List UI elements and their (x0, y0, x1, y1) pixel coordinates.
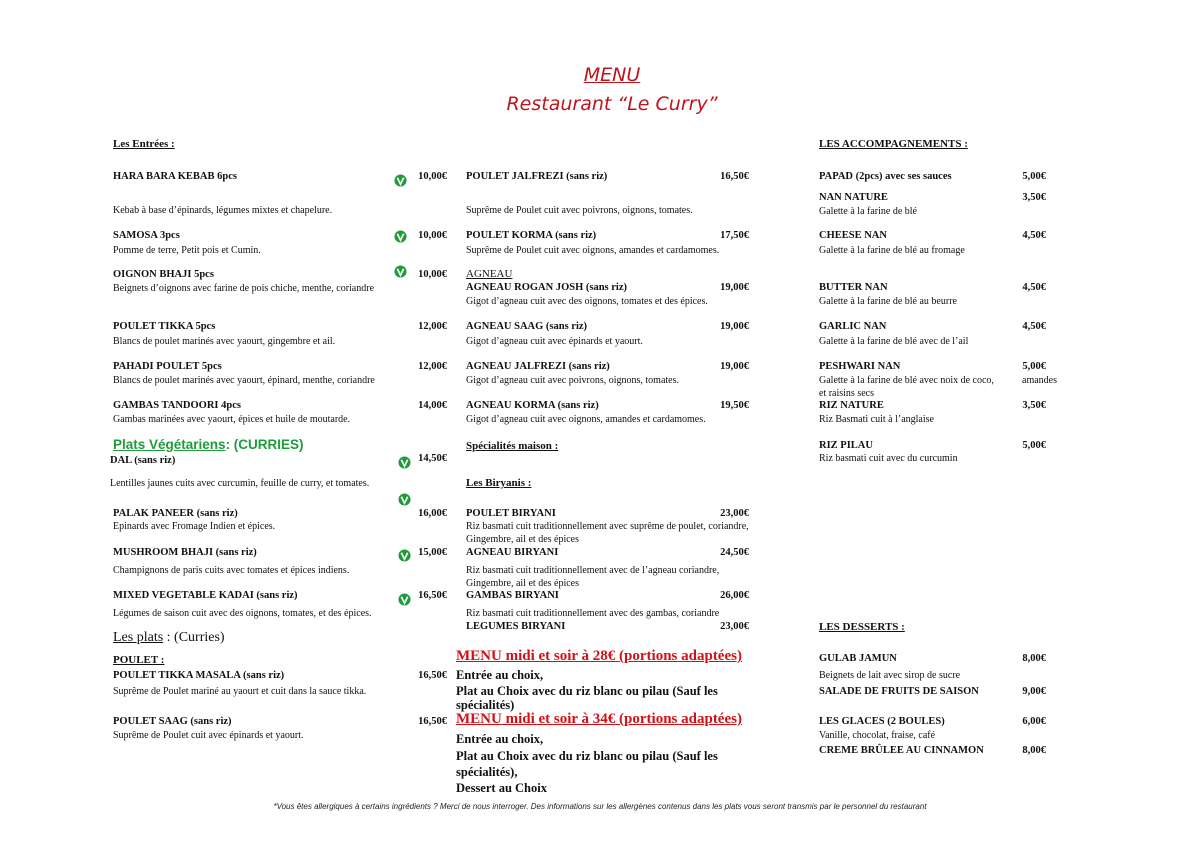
vegetarian-v-badge-icon (398, 593, 411, 606)
side-desc: Galette à la farine de blé au fromage (819, 245, 965, 256)
vegetarian-heading-suffix: : (CURRIES) (225, 437, 304, 452)
plat-desc: Suprême de Poulet mariné au yaourt et cuit dans la sauce tikka. (113, 686, 367, 697)
dessert-name: GULAB JAMUN (819, 653, 897, 664)
entree-price: 10,00€ (418, 171, 447, 182)
agneau-heading: AGNEAU (466, 268, 513, 280)
menu-28-line: Plat au Choix avec du riz blanc ou pilau (Sauf les (456, 684, 718, 698)
accompagnements-heading: LES ACCOMPAGNEMENTS : (819, 138, 968, 150)
plat-price: 17,50€ (720, 230, 749, 241)
agneau-name: AGNEAU JALFREZI (sans riz) (466, 361, 610, 372)
dessert-desc: Beignets de lait avec sirop de sucre (819, 670, 961, 681)
desserts-heading: LES DESSERTS : (819, 621, 905, 633)
agneau-name: AGNEAU SAAG (sans riz) (466, 321, 588, 332)
veg-dish-name: MIXED VEGETABLE KADAI (sans riz) (113, 590, 298, 601)
dessert-desc: Vanille, chocolat, fraise, café (819, 730, 936, 741)
side-desc: Galette à la farine de blé avec de l’ail (819, 336, 969, 347)
entree-desc: Gambas marinées avec yaourt, épices et huile de moutarde. (113, 414, 351, 425)
veg-dish-price: 16,00€ (418, 508, 447, 519)
biryani-price: 26,00€ (720, 590, 749, 601)
plats-heading (113, 630, 225, 646)
plat-name: POULET KORMA (sans riz) (466, 230, 597, 241)
biryani-desc: Riz basmati cuit traditionnellement avec des gambas, coriandre (466, 608, 720, 619)
dessert-price: 9,00€ (1022, 686, 1046, 697)
agneau-price: 19,00€ (720, 321, 749, 332)
veg-dish-desc: Champignons de paris cuits avec tomates et épices indiens. (113, 565, 350, 576)
dessert-name: LES GLACES (2 BOULES) (819, 716, 945, 727)
side-price: 4,50€ (1022, 321, 1046, 332)
side-name: RIZ PILAU (819, 440, 873, 451)
entree-price: 12,00€ (418, 361, 447, 372)
menu-34-line: Plat au Choix avec du riz blanc ou pilau (Sauf les (456, 749, 718, 763)
plats-heading-label: Les plats (113, 630, 164, 645)
entree-name: GAMBAS TANDOORI 4pcs (113, 400, 241, 411)
side-price: 4,50€ (1022, 282, 1046, 293)
agneau-name: AGNEAU ROGAN JOSH (sans riz) (466, 282, 628, 293)
side-desc: Galette à la farine de blé au beurre (819, 296, 957, 307)
side-price: 5,00€ (1022, 361, 1046, 372)
plat-price: 16,50€ (720, 171, 749, 182)
entree-name: PAHADI POULET 5pcs (113, 361, 222, 372)
side-desc: Riz Basmati cuit à l’anglaise (819, 414, 934, 425)
entree-name: POULET TIKKA 5pcs (113, 321, 216, 332)
agneau-name: AGNEAU KORMA (sans riz) (466, 400, 599, 411)
side-name: GARLIC NAN (819, 321, 887, 332)
dessert-price: 8,00€ (1022, 745, 1046, 756)
agneau-desc: Gigot d’agneau cuit avec poivrons, oignons, tomates. (466, 375, 680, 386)
agneau-price: 19,00€ (720, 361, 749, 372)
biryani-price: 24,50€ (720, 547, 749, 558)
entree-name: OIGNON BHAJI 5pcs (113, 269, 214, 280)
entrees-heading: Les Entrées : (113, 138, 175, 150)
plat-name: POULET JALFREZI (sans riz) (466, 171, 608, 182)
side-price: 4,50€ (1022, 230, 1046, 241)
plat-desc: Suprême de Poulet cuit avec oignons, amandes et cardamomes. (466, 245, 720, 256)
veg-dish-price: 14,50€ (418, 453, 447, 464)
poulet-heading: POULET : (113, 654, 165, 666)
dessert-price: 8,00€ (1022, 653, 1046, 664)
biryani-name: POULET BIRYANI (466, 508, 556, 519)
biryani-desc: Gingembre, ail et des épices (466, 534, 580, 545)
entree-desc: Kebab à base d’épinards, légumes mixtes et chapelure. (113, 205, 333, 216)
side-price: 3,50€ (1022, 192, 1046, 203)
vegetarian-heading-label: Plats Végétariens (113, 437, 226, 452)
veg-dish-name: DAL (sans riz) (110, 455, 176, 466)
vegetarian-v-badge-icon (394, 265, 407, 278)
vegetarian-v-badge-icon (398, 549, 411, 562)
plat-desc: Suprême de Poulet cuit avec épinards et yaourt. (113, 730, 304, 741)
vegetarian-heading (113, 437, 304, 452)
veg-dish-desc: Epinards avec Fromage Indien et épices. (113, 521, 276, 532)
entree-price: 10,00€ (418, 230, 447, 241)
side-price: 5,00€ (1022, 440, 1046, 451)
plat-price: 16,50€ (418, 670, 447, 681)
dessert-price: 6,00€ (1022, 716, 1046, 727)
veg-dish-desc: Lentilles jaunes cuits avec curcumin, feuille de curry, et tomates. (110, 478, 370, 489)
vegetarian-v-badge-icon (394, 230, 407, 243)
veg-dish-price: 15,00€ (418, 547, 447, 558)
side-desc: Galette à la farine de blé (819, 206, 917, 217)
side-name: BUTTER NAN (819, 282, 888, 293)
entree-price: 10,00€ (418, 269, 447, 280)
plat-name: POULET TIKKA MASALA (sans riz) (113, 670, 285, 681)
biryani-price: 23,00€ (720, 621, 749, 632)
specialites-heading: Spécialités maison : (466, 440, 559, 452)
entree-price: 14,00€ (418, 400, 447, 411)
menu-34-title: MENU midi et soir à 34€ (portions adaptées) (456, 711, 742, 727)
dessert-name: CREME BRÛLEE AU CINNAMON (819, 745, 984, 756)
side-name: PAPAD (2pcs) avec ses sauces (819, 171, 952, 182)
side-desc: et raisins secs (819, 388, 874, 399)
menu-34-line: spécialités), (456, 765, 518, 779)
vegetarian-v-badge-icon (398, 493, 411, 506)
menu-28-line: spécialités) (456, 698, 515, 712)
vegetarian-v-badge-icon (394, 174, 407, 187)
biryani-name: GAMBAS BIRYANI (466, 590, 559, 601)
vegetarian-v-badge-icon (398, 456, 411, 469)
biryani-name: LEGUMES BIRYANI (466, 621, 566, 632)
restaurant-name: Restaurant “Le Curry” (506, 93, 718, 115)
side-name: RIZ NATURE (819, 400, 884, 411)
side-name: CHEESE NAN (819, 230, 887, 241)
biryani-price: 23,00€ (720, 508, 749, 519)
side-desc: Riz basmati cuit avec du curcumin (819, 453, 958, 464)
side-price: 5,00€ (1022, 171, 1046, 182)
entree-name: SAMOSA 3pcs (113, 230, 180, 241)
plat-desc: Suprême de Poulet cuit avec poivrons, oignons, tomates. (466, 205, 693, 216)
entree-desc: Beignets d’oignons avec farine de pois chiche, menthe, coriandre (113, 283, 375, 294)
agneau-price: 19,00€ (720, 282, 749, 293)
side-desc: Galette à la farine de blé avec noix de coco, (819, 375, 994, 386)
entree-price: 12,00€ (418, 321, 447, 332)
biryani-desc: Riz basmati cuit traditionnellement avec de l’agneau coriandre, (466, 565, 720, 576)
entree-desc: Pomme de terre, Petit pois et Cumin. (113, 245, 261, 256)
side-desc: amandes (1022, 375, 1057, 386)
menu-34-line: Entrée au choix, (456, 732, 544, 746)
plats-heading-suffix: : (Curries) (163, 630, 225, 645)
biryanis-heading: Les Biryanis : (466, 477, 532, 489)
agneau-desc: Gigot d’agneau cuit avec oignons, amandes et cardamomes. (466, 414, 706, 425)
agneau-desc: Gigot d’agneau cuit avec des oignons, tomates et des épices. (466, 296, 708, 307)
menu-28-line: Entrée au choix, (456, 668, 544, 682)
side-price: 3,50€ (1022, 400, 1046, 411)
plat-name: POULET SAAG (sans riz) (113, 716, 232, 727)
entree-desc: Blancs de poulet marinés avec yaourt, gingembre et ail. (113, 336, 336, 347)
plat-price: 16,50€ (418, 716, 447, 727)
veg-dish-desc: Légumes de saison cuit avec des oignons, tomates, et des épices. (113, 608, 372, 619)
veg-dish-price: 16,50€ (418, 590, 447, 601)
entree-desc: Blancs de poulet marinés avec yaourt, épinard, menthe, coriandre (113, 375, 375, 386)
menu-28-title: MENU midi et soir à 28€ (portions adaptées) (456, 648, 742, 664)
side-name: PESHWARI NAN (819, 361, 901, 372)
menu-34-line: Dessert au Choix (456, 781, 547, 795)
veg-dish-name: PALAK PANEER (sans riz) (113, 508, 238, 519)
veg-dish-name: MUSHROOM BHAJI (sans riz) (113, 547, 257, 558)
biryani-desc: Riz basmati cuit traditionnellement avec suprême de poulet, coriandre, (466, 521, 749, 532)
menu-title: MENU (583, 64, 641, 86)
agneau-price: 19,50€ (720, 400, 749, 411)
agneau-desc: Gigot d’agneau cuit avec épinards et yaourt. (466, 336, 643, 347)
entree-name: HARA BARA KEBAB 6pcs (113, 171, 237, 182)
side-name: NAN NATURE (819, 192, 888, 203)
biryani-desc: Gingembre, ail et des épices (466, 578, 580, 589)
dessert-name: SALADE DE FRUITS DE SAISON (819, 686, 979, 697)
allergen-footnote: *Vous êtes allergiques à certains ingrédients ? Merci de nous interroger. Des informations sur les allergènes contenus dans les plats vous seront transmis par le personnel du restaurant (273, 802, 927, 811)
biryani-name: AGNEAU BIRYANI (466, 547, 559, 558)
